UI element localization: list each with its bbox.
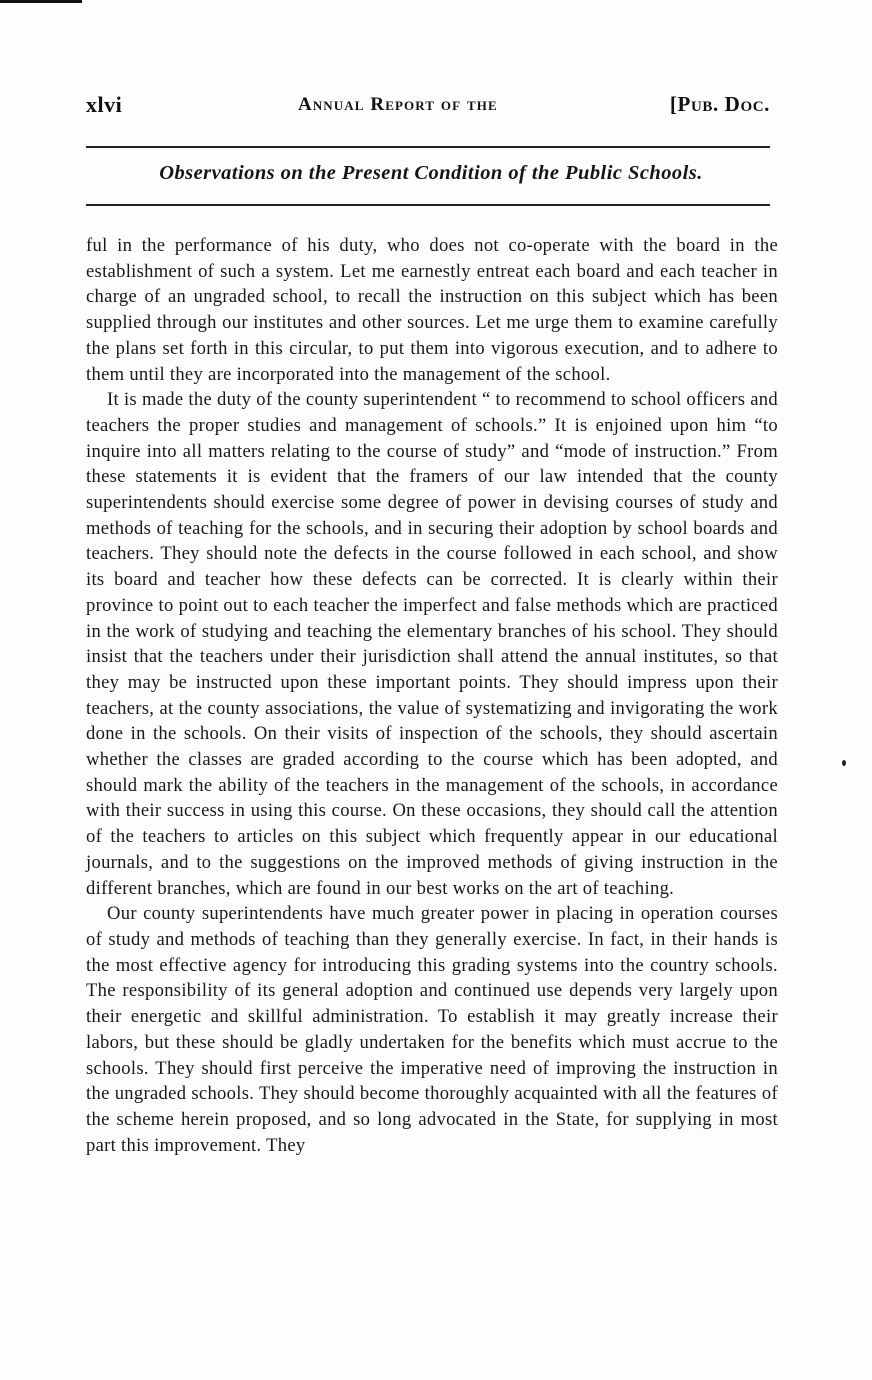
paragraph-county-superintendent-power: Our county superintendents have much greater power in placing in operation courses of study and methods of teaching than they generally exercise. In fact, in their hands is the most effective agency for introducing this grading systems into the country schools. The responsibility of its general adoption and continued use depends very largely upon their energetic and skillful administration. To establish it may greatly increase their labors, but these should be gladly undertaken for the benefits which must accrue to the schools. They should first perceive the imperative need of improving the instruction in the ungraded schools. They should become thoroughly acquainted with all the features of the scheme herein proposed, and so long advocated in the State, for supplying in most part this improvement. They bbox=[86, 903, 778, 1156]
print-speck bbox=[842, 760, 846, 766]
paragraph-county-superintendent-duty: It is made the duty of the county superintendent “ to recommend to school officers and teachers the proper studies and management of schools.” It is enjoined upon him “to inquire into all matters relating to the course of study” and “mode of instruction.” From these statements it is evident that the framers of our law intended that the county superintendents should exercise some degree of power in devising courses of study and methods of teaching for the schools, and in securing their adoption by school boards and teachers. They should note the defects in the course followed in each school, and show its board and teacher how these defects can be corrected. It is clearly within their province to point out to each teacher the imperfect and false methods which are practiced in the work of studying and teaching the elementary branches of his school. They should insist that the teachers under their jurisdiction shall attend the annual institutes, so that they may be instructed upon these important points. They should impress upon their teachers, at the county associations, the value of systematizing and invigorating the work done in the schools. On their visits of inspection of the schools, they should ascertain whether the classes are graded according to the course which has been adopted, and should mark the ability of the teachers in the management of the schools, in accordance with their success in using this course. On these occasions, they should call the attention of the teachers to articles on this subject which frequently appear in our educational journals, and to the suggestions on the improved methods of giving instruction in the different branches, which are found in our best works on the art of teaching. bbox=[86, 389, 778, 899]
scan-edge-mark bbox=[0, 0, 82, 3]
running-head bbox=[86, 86, 776, 126]
page-number: xlvi bbox=[86, 92, 123, 117]
section-heading: Observations on the Present Condition of the Public Schools. bbox=[159, 162, 703, 184]
body-text bbox=[86, 233, 778, 1158]
running-title: Annual Report of the bbox=[298, 94, 498, 115]
header-rule-bottom bbox=[86, 204, 770, 206]
header-rule-top bbox=[86, 146, 770, 148]
document-designation: [Pub. Doc. bbox=[669, 92, 770, 116]
paragraph-continuation: ful in the performance of his duty, who does not co-operate with the board in the establishment of such a system. Let me earnestly entreat each board and each teacher in charge of an ungraded school, to recall the instruction on this subject which has been supplied through our institutes and other sources. Let me urge them to examine carefully the plans set forth in this circular, to put them into vigorous execution, and to adhere to them until they are incorporated into the management of the school. bbox=[86, 235, 778, 385]
page bbox=[86, 86, 776, 184]
